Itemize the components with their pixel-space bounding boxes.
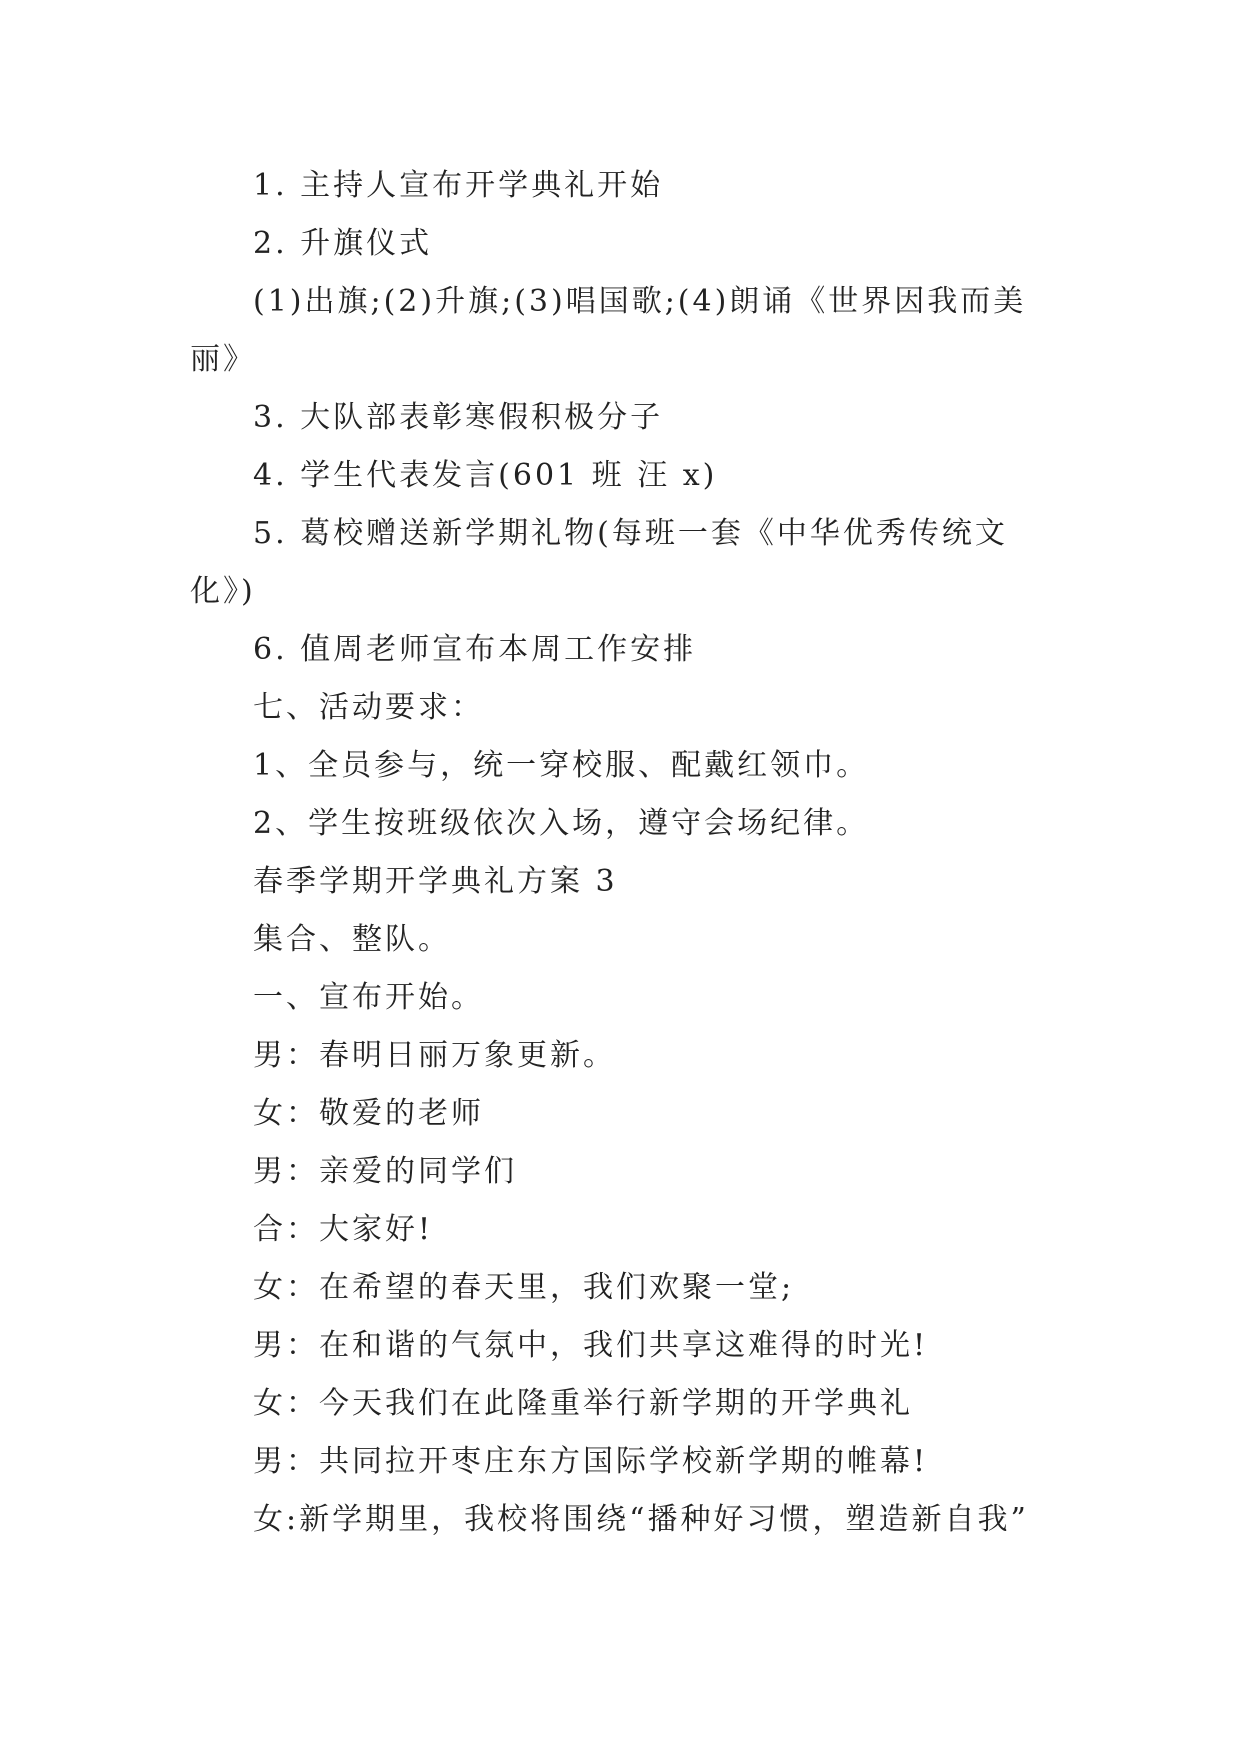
dialogue-line: 女：在希望的春天里，我们欢聚一堂; (253, 1270, 795, 1305)
paragraph-line: 3. 大队部表彰寒假积极分子 (253, 400, 664, 435)
paragraph-line: 2. 升旗仪式 (253, 226, 433, 261)
dialogue-line: 男：亲爱的同学们 (253, 1154, 517, 1189)
section-title: 春季学期开学典礼方案 3 (253, 864, 618, 899)
dialogue-line: 男：共同拉开枣庄东方国际学校新学期的帷幕! (253, 1444, 929, 1479)
paragraph-line: 2、学生按班级依次入场，遵守会场纪律。 (253, 806, 870, 841)
dialogue-line: 女：敬爱的老师 (253, 1096, 484, 1131)
paragraph-line: 4. 学生代表发言(601 班 汪 x) (253, 458, 718, 493)
paragraph-line: 化》) (190, 574, 256, 609)
paragraph-line: 集合、整队。 (253, 922, 451, 957)
section-heading: 七、活动要求： (253, 690, 484, 725)
section-heading: 一、宣布开始。 (253, 980, 484, 1015)
dialogue-line: 女:新学期里，我校将围绕“播种好习惯，塑造新自我” (253, 1502, 1029, 1537)
dialogue-line: 女：今天我们在此隆重举行新学期的开学典礼 (253, 1386, 913, 1421)
dialogue-line: 男：春明日丽万象更新。 (253, 1038, 616, 1073)
paragraph-line: 1. 主持人宣布开学典礼开始 (253, 168, 664, 203)
paragraph-line: 1、全员参与，统一穿校服、配戴红领巾。 (253, 748, 870, 783)
dialogue-line: 合：大家好! (253, 1212, 434, 1247)
paragraph-line: 6. 值周老师宣布本周工作安排 (253, 632, 697, 667)
paragraph-line: 5. 葛校赠送新学期礼物(每班一套《中华优秀传统文 (253, 516, 1008, 551)
paragraph-line: 丽》 (190, 342, 256, 377)
dialogue-line: 男：在和谐的气氛中，我们共享这难得的时光! (253, 1328, 929, 1363)
paragraph-line: (1)出旗;(2)升旗;(3)唱国歌;(4)朗诵《世界因我而美 (253, 284, 1027, 319)
